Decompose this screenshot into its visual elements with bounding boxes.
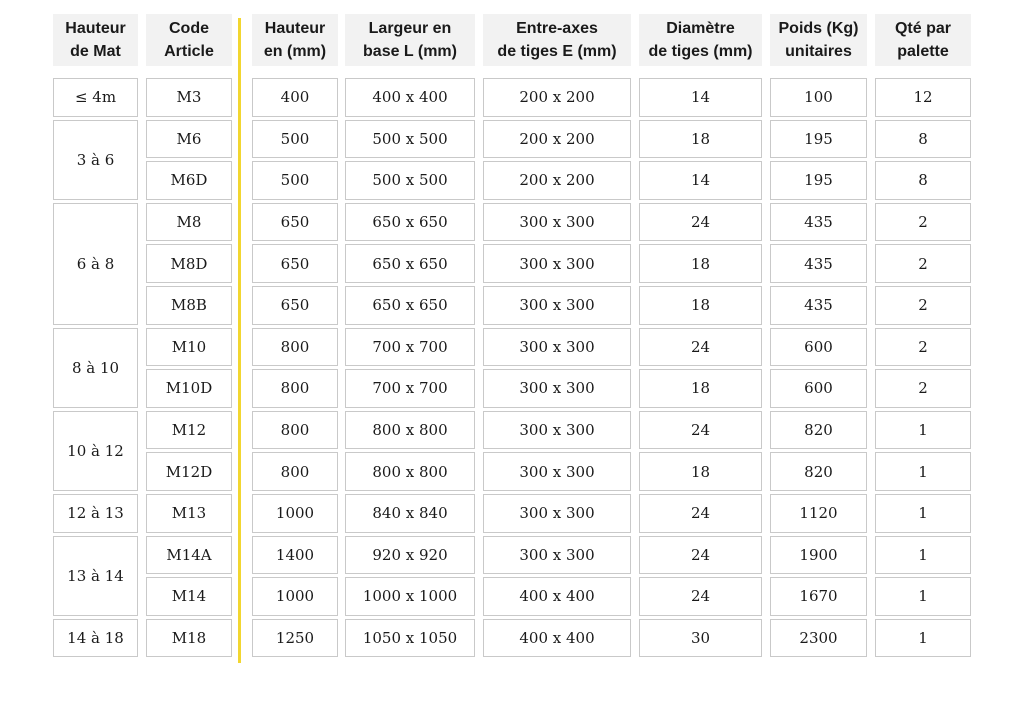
largeur-cell: 500 x 500 — [345, 161, 475, 200]
entre-axes-cell: 300 x 300 — [483, 452, 631, 491]
code-cell: M14A — [146, 536, 232, 575]
column-divider — [238, 18, 241, 663]
diametre-cell: 18 — [639, 244, 762, 283]
largeur-cell: 1000 x 1000 — [345, 577, 475, 616]
poids-cell: 435 — [770, 203, 867, 242]
header-1: Code Article — [146, 14, 232, 66]
diametre-cell: 24 — [639, 203, 762, 242]
header-6: Poids (Kg) unitaires — [770, 14, 867, 66]
largeur-cell: 700 x 700 — [345, 369, 475, 408]
poids-cell: 1900 — [770, 536, 867, 575]
qte-cell: 2 — [875, 244, 971, 283]
qte-cell: 2 — [875, 286, 971, 325]
code-cell: M12 — [146, 411, 232, 450]
largeur-cell: 500 x 500 — [345, 120, 475, 159]
largeur-cell: 650 x 650 — [345, 203, 475, 242]
poids-cell: 600 — [770, 328, 867, 367]
qte-cell: 8 — [875, 161, 971, 200]
code-cell: M6 — [146, 120, 232, 159]
entre-axes-cell: 300 x 300 — [483, 328, 631, 367]
hauteur-cell: 500 — [252, 161, 338, 200]
code-cell: M14 — [146, 577, 232, 616]
hauteur-cell: 650 — [252, 203, 338, 242]
diametre-cell: 18 — [639, 452, 762, 491]
hauteur-cell: 800 — [252, 369, 338, 408]
qte-cell: 1 — [875, 577, 971, 616]
poids-cell: 195 — [770, 161, 867, 200]
poids-cell: 435 — [770, 286, 867, 325]
code-cell: M12D — [146, 452, 232, 491]
entre-axes-cell: 400 x 400 — [483, 619, 631, 658]
header-7: Qté par palette — [875, 14, 971, 66]
largeur-cell: 800 x 800 — [345, 452, 475, 491]
mast-height-cell: 13 à 14 — [53, 536, 138, 616]
qte-cell: 1 — [875, 536, 971, 575]
mast-height-cell: 8 à 10 — [53, 328, 138, 408]
code-cell: M10 — [146, 328, 232, 367]
poids-cell: 600 — [770, 369, 867, 408]
qte-cell: 12 — [875, 78, 971, 117]
diametre-cell: 18 — [639, 369, 762, 408]
diametre-cell: 24 — [639, 536, 762, 575]
qte-cell: 2 — [875, 203, 971, 242]
entre-axes-cell: 300 x 300 — [483, 494, 631, 533]
largeur-cell: 400 x 400 — [345, 78, 475, 117]
header-4: Entre-axes de tiges E (mm) — [483, 14, 631, 66]
poids-cell: 435 — [770, 244, 867, 283]
diametre-cell: 14 — [639, 161, 762, 200]
diametre-cell: 24 — [639, 411, 762, 450]
header-0: Hauteur de Mat — [53, 14, 138, 66]
qte-cell: 2 — [875, 328, 971, 367]
largeur-cell: 1050 x 1050 — [345, 619, 475, 658]
qte-cell: 1 — [875, 494, 971, 533]
entre-axes-cell: 200 x 200 — [483, 161, 631, 200]
largeur-cell: 650 x 650 — [345, 244, 475, 283]
largeur-cell: 800 x 800 — [345, 411, 475, 450]
hauteur-cell: 800 — [252, 411, 338, 450]
entre-axes-cell: 400 x 400 — [483, 577, 631, 616]
code-cell: M13 — [146, 494, 232, 533]
header-5: Diamètre de tiges (mm) — [639, 14, 762, 66]
qte-cell: 8 — [875, 120, 971, 159]
diametre-cell: 18 — [639, 286, 762, 325]
hauteur-cell: 1250 — [252, 619, 338, 658]
header-3: Largeur en base L (mm) — [345, 14, 475, 66]
mast-height-cell: 14 à 18 — [53, 619, 138, 658]
poids-cell: 820 — [770, 411, 867, 450]
mast-height-cell: 10 à 12 — [53, 411, 138, 491]
entre-axes-cell: 200 x 200 — [483, 78, 631, 117]
largeur-cell: 920 x 920 — [345, 536, 475, 575]
qte-cell: 1 — [875, 452, 971, 491]
qte-cell: 1 — [875, 619, 971, 658]
entre-axes-cell: 300 x 300 — [483, 411, 631, 450]
code-cell: M18 — [146, 619, 232, 658]
hauteur-cell: 800 — [252, 452, 338, 491]
poids-cell: 195 — [770, 120, 867, 159]
mast-height-cell: ≤ 4m — [53, 78, 138, 117]
qte-cell: 1 — [875, 411, 971, 450]
poids-cell: 820 — [770, 452, 867, 491]
diametre-cell: 30 — [639, 619, 762, 658]
diametre-cell: 24 — [639, 328, 762, 367]
entre-axes-cell: 300 x 300 — [483, 536, 631, 575]
header-2: Hauteur en (mm) — [252, 14, 338, 66]
code-cell: M8 — [146, 203, 232, 242]
mast-height-cell: 6 à 8 — [53, 203, 138, 325]
code-cell: M8D — [146, 244, 232, 283]
hauteur-cell: 1400 — [252, 536, 338, 575]
diametre-cell: 14 — [639, 78, 762, 117]
poids-cell: 100 — [770, 78, 867, 117]
largeur-cell: 650 x 650 — [345, 286, 475, 325]
diametre-cell: 24 — [639, 577, 762, 616]
hauteur-cell: 400 — [252, 78, 338, 117]
hauteur-cell: 1000 — [252, 494, 338, 533]
entre-axes-cell: 300 x 300 — [483, 203, 631, 242]
poids-cell: 1670 — [770, 577, 867, 616]
hauteur-cell: 650 — [252, 244, 338, 283]
poids-cell: 1120 — [770, 494, 867, 533]
mast-height-cell: 3 à 6 — [53, 120, 138, 200]
hauteur-cell: 800 — [252, 328, 338, 367]
entre-axes-cell: 300 x 300 — [483, 369, 631, 408]
entre-axes-cell: 300 x 300 — [483, 286, 631, 325]
diametre-cell: 18 — [639, 120, 762, 159]
hauteur-cell: 500 — [252, 120, 338, 159]
hauteur-cell: 650 — [252, 286, 338, 325]
code-cell: M10D — [146, 369, 232, 408]
qte-cell: 2 — [875, 369, 971, 408]
mast-height-cell: 12 à 13 — [53, 494, 138, 533]
code-cell: M3 — [146, 78, 232, 117]
code-cell: M8B — [146, 286, 232, 325]
poids-cell: 2300 — [770, 619, 867, 658]
largeur-cell: 700 x 700 — [345, 328, 475, 367]
hauteur-cell: 1000 — [252, 577, 338, 616]
entre-axes-cell: 300 x 300 — [483, 244, 631, 283]
diametre-cell: 24 — [639, 494, 762, 533]
largeur-cell: 840 x 840 — [345, 494, 475, 533]
entre-axes-cell: 200 x 200 — [483, 120, 631, 159]
code-cell: M6D — [146, 161, 232, 200]
